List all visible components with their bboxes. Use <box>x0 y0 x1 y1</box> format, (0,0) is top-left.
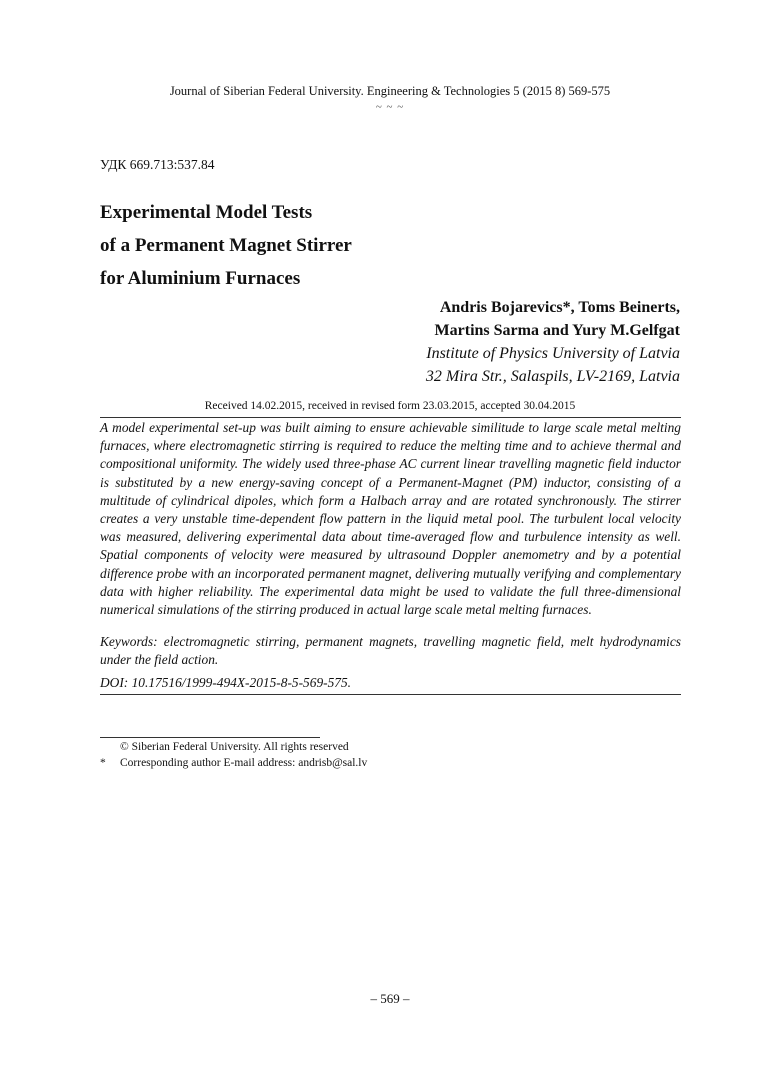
received-dates: Received 14.02.2015, received in revised form 23.03.2015, accepted 30.04.2015 <box>204 400 576 412</box>
affiliation-line-1: Institute of Physics University of Latvia <box>426 345 680 362</box>
title-line-3: for Aluminium Furnaces <box>100 268 301 289</box>
article-title <box>100 196 352 295</box>
udc-code: УДК 669.713:537.84 <box>100 157 215 172</box>
authors-line-1: Andris Bojarevics*, Toms Beinerts, <box>439 299 680 316</box>
doi-link[interactable]: DOI: 10.17516/1999-494X-2015-8-5-569-575. <box>100 675 352 690</box>
authors-line-2: Martins Sarma and Yury M.Gelfgat <box>434 322 680 339</box>
affiliation-line-2: 32 Mira Str., Salaspils, LV-2169, Latvia <box>425 368 680 385</box>
abstract-top-rule <box>100 417 681 418</box>
copyright-note <box>100 740 367 756</box>
keywords: Keywords: electromagnetic stirring, permanent magnets, travelling magnetic field, melt hydrodynamics under the field action. <box>100 634 681 668</box>
journal-header: Journal of Siberian Federal University. Engineering & Technologies 5 (2015 8) 569-575 <box>169 84 611 98</box>
title-line-1: Experimental Model Tests <box>100 202 313 223</box>
corresponding-author-note <box>100 756 367 772</box>
author-block <box>426 296 680 388</box>
footnotes <box>100 740 367 771</box>
abstract-text: A model experimental set-up was built aiming to ensure achievable similitude to large scale metal melting furnaces, where electromagnetic stirring is required to reduce the melting time and to achieve thermal and compositional uniformity. The widely used three-phase AC current linear travelling magnetic field inductor is substituted by a new energy-saving concept of a Permanent-Magnet (PM) inductor, consisting of a multitude of cylindrical dipoles, which form a Halbach array and are rotated synchronously. The stirrer creates a very unstable time-dependent flow pattern in the liquid metal pool. The turbulent local velocity was measured, delivering experimental data about time-averaged flow and turbulence intensity as well. Spatial components of velocity were measured by ultrasound Doppler anemometry and by a potential difference probe with an incorporated permanent magnet, delivering mutually verifying and complementary data with higher reliability. The experimental data might be used to validate the full three-dimensional numerical simulations of the stirring produced in actual large scale metal melting furnaces. <box>100 420 681 618</box>
abstract-bottom-rule <box>100 694 681 695</box>
title-line-2: of a Permanent Magnet Stirrer <box>100 235 352 256</box>
asterisk-mark: * <box>100 756 106 769</box>
footnote-divider <box>100 737 320 738</box>
header-ornament: ~ ~ ~ <box>375 101 405 113</box>
page-number: – 569 – <box>370 991 410 1006</box>
copyright-text: © Siberian Federal University. All rights reserved <box>120 741 349 753</box>
corresponding-author-text: Corresponding author E-mail address: andrisb@sal.lv <box>120 756 368 769</box>
